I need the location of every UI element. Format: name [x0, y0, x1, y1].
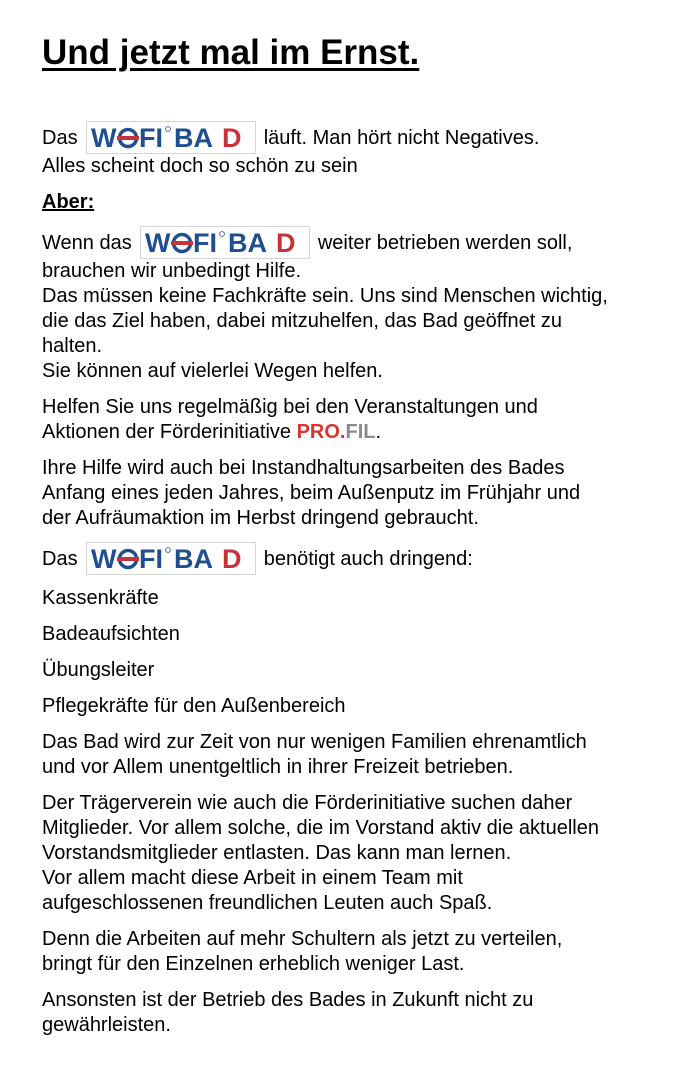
text: läuft. Man hört nicht Negatives.: [263, 127, 540, 149]
text: Der Trägerverein wie auch die Förderinitiative suchen daher: [42, 792, 573, 814]
text: Das Bad wird zur Zeit von nur wenigen Familien ehrenamtlich: [42, 731, 587, 753]
aber-heading: Aber:: [42, 191, 95, 213]
text: und vor Allem unentgeltlich in ihrer Freizeit betrieben.: [42, 756, 514, 778]
paragraph-members: [42, 791, 682, 916]
profil-brand: PRO.FIL: [296, 421, 376, 443]
svg-text:BA: BA: [174, 124, 214, 152]
paragraph-intro: [42, 121, 682, 179]
svg-text:FI: FI: [139, 124, 164, 152]
text: der Aufräumaktion im Herbst dringend gebraucht.: [42, 507, 479, 529]
text: Mitglieder. Vor allem solche, die im Vorstand aktiv die aktuellen: [42, 817, 599, 839]
text: Das: [42, 548, 78, 570]
need-item: Pflegekräfte für den Außenbereich: [42, 695, 346, 717]
paragraph-maintenance: [42, 456, 682, 531]
svg-text:FI: FI: [139, 545, 164, 573]
paragraph-families: [42, 730, 682, 780]
text: Vorstandsmitglieder entlasten. Das kann man lernen.: [42, 842, 512, 864]
text: bringt für den Einzelnen erheblich weniger Last.: [42, 953, 465, 975]
svg-text:BA: BA: [174, 545, 214, 573]
svg-text:D: D: [222, 124, 242, 152]
wofibad-logo: [86, 542, 256, 575]
svg-text:W: W: [145, 229, 171, 257]
text: Ansonsten ist der Betrieb des Bades in Zukunft nicht zu: [42, 989, 534, 1011]
need-item: Kassenkräfte: [42, 587, 159, 609]
wofibad-logo-graphic: [145, 229, 305, 257]
page-title: Und jetzt mal im Ernst.: [42, 33, 420, 72]
text: Sie können auf vielerlei Wegen helfen.: [42, 360, 383, 382]
text: gewährleisten.: [42, 1014, 171, 1036]
text: brauchen wir unbedingt Hilfe.: [42, 260, 302, 282]
text: benötigt auch dringend:: [263, 548, 473, 570]
wofibad-logo: [140, 226, 310, 259]
need-item: Übungsleiter: [42, 659, 155, 681]
paragraph-needs-intro: [42, 542, 682, 575]
text: Das müssen keine Fachkräfte sein. Uns sind Menschen wichtig,: [42, 285, 608, 307]
text: aufgeschlossenen freundlichen Leuten auch Spaß.: [42, 892, 493, 914]
svg-text:W: W: [91, 124, 117, 152]
paragraph-closing: [42, 988, 682, 1038]
text: die das Ziel haben, dabei mitzuhelfen, das Bad geöffnet zu: [42, 310, 562, 332]
text: Helfen Sie uns regelmäßig bei den Veranstaltungen und: [42, 396, 538, 418]
text: Aktionen der Förderinitiative: [42, 421, 292, 443]
text: Wenn das: [42, 232, 132, 254]
wofibad-logo: [86, 121, 256, 154]
svg-text:W: W: [91, 545, 117, 573]
svg-text:FI: FI: [193, 229, 218, 257]
text: halten.: [42, 335, 103, 357]
text: Denn die Arbeiten auf mehr Schultern als jetzt zu verteilen,: [42, 928, 563, 950]
text: Anfang eines jeden Jahres, beim Außenputz im Frühjahr und: [42, 482, 581, 504]
text: Das: [42, 127, 78, 149]
text: Ihre Hilfe wird auch bei Instandhaltungsarbeiten des Bades: [42, 457, 565, 479]
svg-text:D: D: [222, 545, 242, 573]
wofibad-logo-graphic: [91, 124, 251, 152]
wofibad-logo-graphic: [91, 545, 251, 573]
paragraph-help: [42, 226, 682, 384]
document: [42, 30, 682, 1049]
paragraph-shoulders: [42, 927, 682, 977]
svg-text:BA: BA: [228, 229, 268, 257]
svg-text:D: D: [276, 229, 296, 257]
text: Vor allem macht diese Arbeit in einem Team mit: [42, 867, 463, 889]
text: Alles scheint doch so schön zu sein: [42, 155, 358, 177]
need-item: Badeaufsichten: [42, 623, 180, 645]
paragraph-events: Helfen Sie uns regelmäßig bei den Veranstaltungen und Aktionen der Förderinitiative PRO.FIL.: [42, 395, 682, 445]
text: weiter betrieben werden soll,: [317, 232, 573, 254]
